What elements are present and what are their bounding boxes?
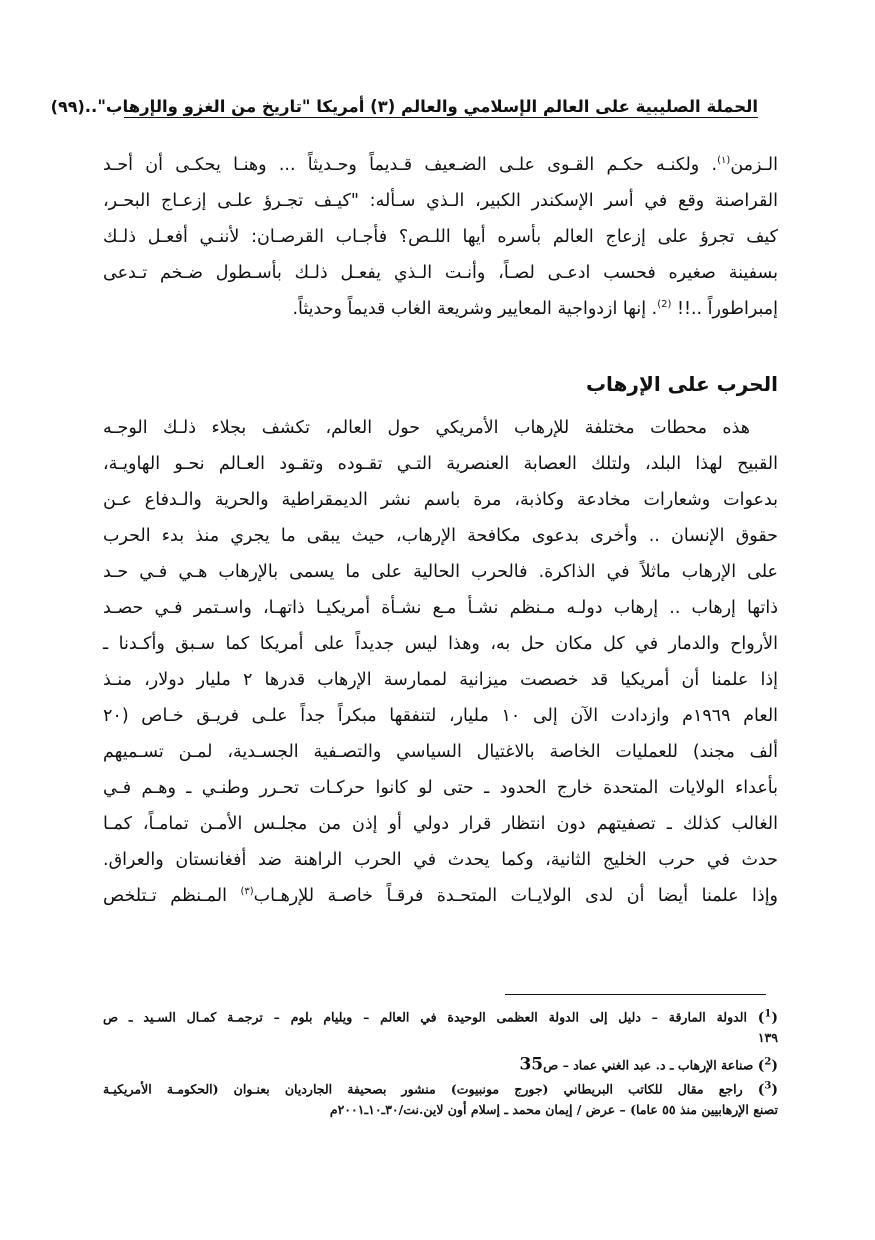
paragraph-line: بدعوات وشعارات مخادعة وكاذبة، مرة باسم نشر الديمقراطية والحرية والـدفاع عـن <box>103 490 778 510</box>
footnote-ref-3[interactable]: (٣) <box>240 886 254 898</box>
paragraph-line: الأرواح والدمار في كل مكان حل به، وهذا ليس جديداً على أمريكا كما سـبق وأكـدنا ـ <box>103 634 778 654</box>
running-header <box>50 86 758 116</box>
paragraph-line: كيف تجرؤ على إزعاج العالم بأسره أيها اللـص؟ فأجـاب القرصـان: لأننـي أفعـل ذلـك <box>103 227 778 247</box>
intro-paragraph <box>103 147 778 327</box>
paragraph-line: العام ١٩٦٩م وازدادت الآن إلى ١٠ مليار، لتنفقها مبكراً جداً علـى فريـق خـاص (٢٠ <box>103 706 779 726</box>
footnote-separator <box>505 994 766 995</box>
footnote-number: ($^1$) <box>757 1008 778 1026</box>
paragraph-line: هذه محطات مختلفة للإرهاب الأمريكي حول العالم، تكشف بجلاء ذلـك الوجـه <box>103 418 750 438</box>
paragraph-line: بأعداء الولايات المتحدة خارج الحدود ـ حتى لو كانوا حركـات تحـرر وطنـي ـ وهـم فـي <box>103 778 778 798</box>
header-title: الحملة الصليبية على العالم الإسلامي والعالم (٣) أمريكا "تاريخ من الغزو والإرهاب".. <box>84 97 758 116</box>
paragraph-line: الغالب كذلك ـ تصفيتهم دون انتظار قرار دولي أو إذن من مجلـس الأمـن تمامـاً، كمـا <box>103 814 778 834</box>
paragraph-line: ذاتها إرهاب .. إرهاب دولـه مـنظم نشـأ مـع نشـأة أمريكيـا ذاتهـا، واسـتمر فـي حصـد <box>103 598 778 618</box>
header-rule <box>124 117 758 118</box>
footnotes <box>103 1002 778 1122</box>
paragraph-line: الـزمن$^{(١)}$. ولكنـه حكـم القـوى علـى الضـعيف قـديماً وحـديثاً ... وهنـا يحكـى أن أحـد <box>103 155 778 175</box>
paragraph-line: ألف مجند) للعمليات الخاصة بالاغتيال السياسي والتصـفية الجسـدية، لمـن تسـميهم <box>103 742 778 762</box>
paragraph-line: إمبراطوراً ..!! $^{(2)}$. إنها ازدواجية المعايير وشريعة الغاب قديماً وحديثاً. <box>292 299 778 319</box>
footnote-3: ($^3$) راجع مقال للكاتب البريطاني (جورج مونبيوت) منشور بصحيفة الجارديان بعنـوان (الحكومـة الأمريكيـة تصنع الإرهابيين منذ ٥٥ عاما) – عرض / إيمان محمد ـ إسلام أون لاين.نت/٣٠ـ١٠ـ٢٠٠١م <box>103 1080 778 1117</box>
page-number: (٩٩) <box>50 97 85 116</box>
paragraph-line: القراصنة وقع في أسر الإسكندر الكبير، الـذي سـأله: "كيـف تجـرؤ علـى إزعـاج البحـر، <box>103 191 778 211</box>
paragraph-line: بسفينة صغيره فحسب ادعـى لصـاً، وأنـت الـذي يفعـل ذلـك بأسـطول ضـخم تـدعى <box>103 263 778 283</box>
paragraph-line: القبيح لهذا البلد، ولتلك العصابة العنصرية التـي تقـوده وتقـود العـالم نحـو الهاويـة، <box>103 454 778 474</box>
section-paragraph <box>103 410 778 914</box>
footnote-number: ($^2$) <box>757 1056 778 1074</box>
section-heading: الحرب على الإرهاب <box>585 372 778 396</box>
paragraph-line: على الإرهاب ماثلاً في الذاكرة. فالحرب الحالية على ما يسمى بالإرهاب هـي فـي حـد <box>103 562 778 582</box>
footnote-ref-1[interactable]: (١) <box>717 155 731 167</box>
footnote-2: ($^2$) صناعة الإرهاب ـ د. عبد الغني عماد – ص35 <box>519 1054 778 1075</box>
paragraph-line: حقوق الإنسان .. وأخرى بدعوى مكافحة الإرهاب، حيث يبقى ما يجري منذ بدء الحرب <box>103 526 778 546</box>
paragraph-line: إذا علمنا أن أمريكيا قد خصصت ميزانية لممارسة الإرهاب قدرها ٢ مليار دولار، منـذ <box>103 670 778 690</box>
footnote-number: ($^3$) <box>757 1080 778 1098</box>
paragraph-line: وإذا علمنا أيضا أن لدى الولايـات المتحـدة فرقـاً خاصـة للإرهـاب$^{(٣)}$ المـنظم تـتلخص <box>103 886 779 906</box>
footnote-ref-2[interactable]: (2) <box>657 299 672 311</box>
footnote-1: ($^1$) الدولة المارقة – دليل إلى الدولة العظمى الوحيدة في العالم – ويليام بلوم – ترجمـة كمـال السـيد ـ ص ١٣٩ <box>103 1008 778 1045</box>
paragraph-line: حدث في حرب الخليج الثانية، وكما يحدث في الحرب الراهنة ضد أفغانستان والعراق. <box>103 850 778 870</box>
